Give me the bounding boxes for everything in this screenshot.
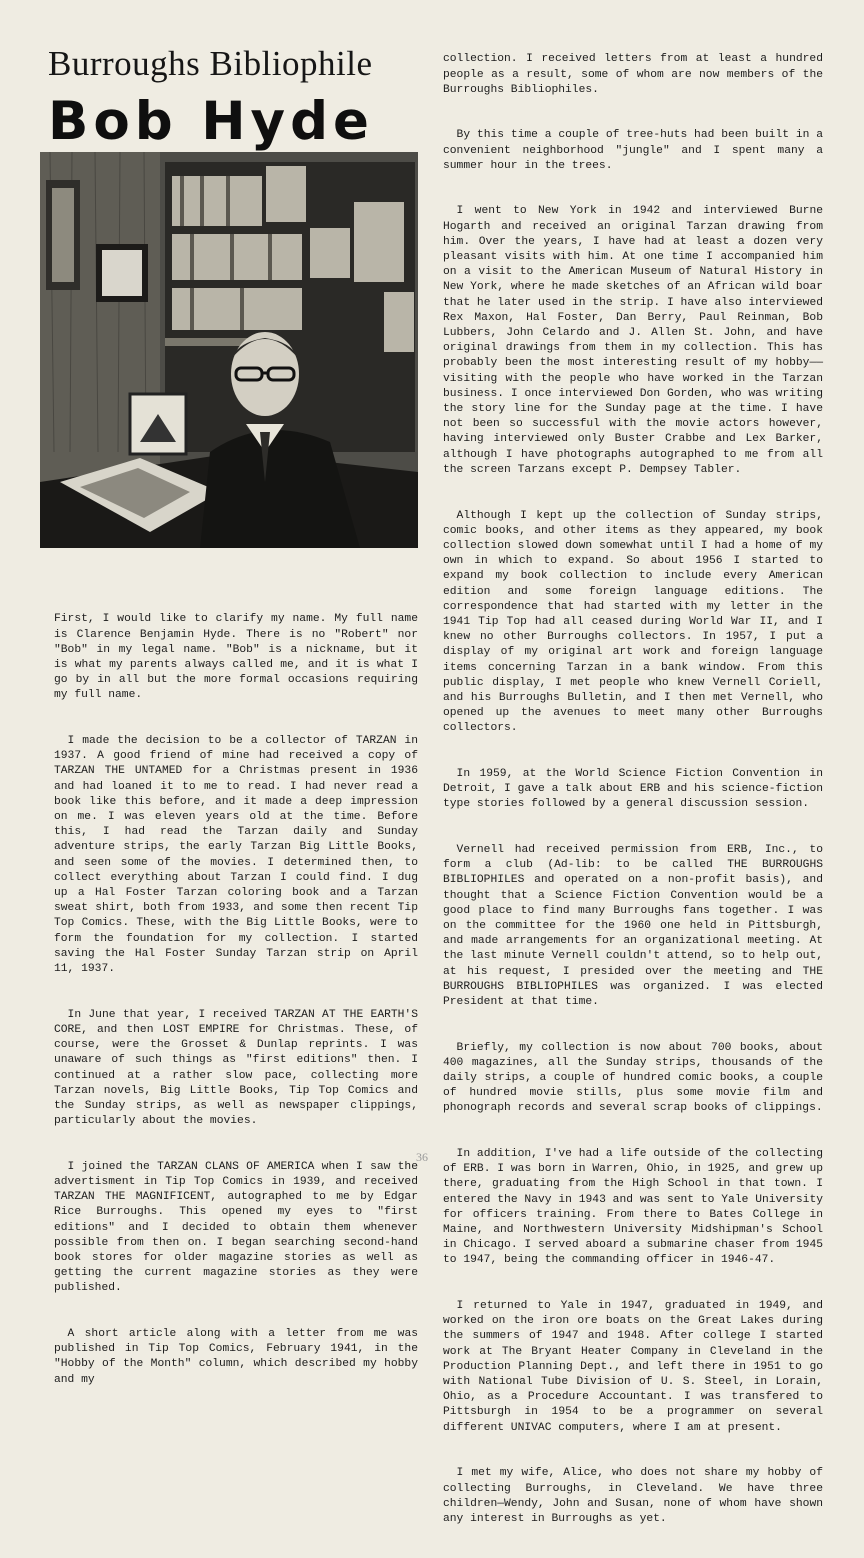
article-series-title: Burroughs Bibliophile [48,44,373,83]
paragraph: I returned to Yale in 1947, graduated in 1949, and worked on the iron ore boats on the Great Lakes during the summers of 1947 and 1948. After college I started work at The Bryant Heater Company in Cleveland in the Production Planning Dept., and left there in 1951 to go with National Tube Division of U. S. Steel, in Lorain, Ohio, as a Procedure Accountant. I was transfered to Pittsburgh in 1954 to be a programmer on several different UNIVAC computers, where I am at present. [443,1300,830,1434]
paragraph: Briefly, my collection is now about 700 books, about 400 magazines, all the Sunday strips, thousands of the daily strips, a couple of hundred comic books, a couple of hundred movie stills, plus some movie film and phonograph records and several scrap books of clippings. [443,1041,830,1115]
left-text-column [54,582,425,1386]
right-text-column [443,22,830,1525]
paragraph: I made the decision to be a collector of TARZAN in 1937. A good friend of mine had received a copy of TARZAN THE UNTAMED for a Christmas present in 1936 and had loaned it to me to read. I had never read a book like this before, and it made a deep impression on me. I was eleven years old at the time. Before this, I had read the Tarzan daily and Sunday adventure strips, the early Tarzan Big Little Books, and seen some of the movies. I determined then, to collect everything about Tarzan I could find. I dug up a Hal Foster Tarzan coloring book and a Tarzan sweat shirt, both from 1933, and some then recent Tip Top Comics. These, with the Big Little Books, were to form the foundation for my collection. I started saving the Hal Foster Sunday Tarzan strip on April 11, 1937. [54,735,425,976]
paragraph: Vernell had received permission from ERB, Inc., to form a club (Ad-lib: to be called THE BURROUGHS BIBLIOPHILES and operated on a non-profit basis), and thought that a Science Fiction Convention would be a good place to find many Burroughs fans together. I was on the committee for the 1960 one held in Pittsburgh, and made arrangements for an organizational meeting. At the last minute Vernell couldn't attend, so to help out, at his request, I presided over the meeting and THE BURROUGHS BIBLIOPHILES was organized. I was elected President at that time. [443,843,830,1008]
paragraph: In addition, I've had a life outside of the collecting of ERB. I was born in Warren, Ohio, in 1925, and grew up there, graduating from the High School in that town. I entered the Navy in 1943 and was sent to Yale University for officers training. From there to Bates College in Maine, and Northwestern University Midshipman's School in Chicago. I served aboard a submarine chaser from 1945 to 1947, being the commanding officer in 1946-47. [443,1148,830,1267]
paragraph: I went to New York in 1942 and interviewed Burne Hogarth and received an original Tarzan drawing from him. Over the years, I have had at least a dozen very pleasant visits with him. At one time I accompanied him on a visit to the American Museum of Natural History in New York, where he made sketches of an African wild boar that he later used in the strip. I have also interviewed Rex Maxon, Hal Foster, Dan Berry, Paul Reinman, Bob Lubbers, John Celardo and J. Allen St. John, and have original drawings from them in my collection. This has probably been the most interesting result of my hobby——visiting with the people who have worked in the Tarzan business. I once interviewed Don Gorden, who was writing the story line for the Sunday page at the time. I have not been so successful with the movie actors however, having interviewed only Buster Crabbe and Lex Barker, although I have photographs autographed to me from all the screen Tarzans except P. Dempsey Tabler. [443,205,830,476]
paragraph: Although I kept up the collection of Sunday strips, comic books, and other items as they appeared, my book collection slowed down somewhat until I had a home of my own in which to expand. So about 1956 I started to expand my book collection to include every American edition and some foreign language editions. The correspondence that had started with my letter in the 1941 Tip Top had all ceased during World War II, and I knew no other Burroughs collectors. In 1957, I put a display of my original art work and foreign language items concerning Tarzan in a bank window. From this public display, I met people who knew Vernell Coriell, and his Burroughs Bulletin, and I then met Vernell, who opened up the avenues to meet many other Burroughs collectors. [443,509,830,735]
paragraph: First, I would like to clarify my name. My full name is Clarence Benjamin Hyde. There is no "Robert" nor "Bob" in my legal name. "Bob" is a nickname, but it is what my parents always called me, and it is what I go by in all but the more formal occasions requiring my full name. [54,613,425,702]
paragraph: In June that year, I received TARZAN AT THE EARTH'S CORE, and then LOST EMPIRE for Christmas. These, of course, were the Grosset & Dunlap reprints. I was unaware of such things as "first editions" then. I continued at a rather slow pace, collecting more Tarzan novels, Big Little Books, Tip Top Comics and the Sunday strips, as well as newspaper clippings, particularly about the movies. [54,1008,425,1128]
paragraph: I joined the TARZAN CLANS OF AMERICA when I saw the advertisment in Tip Top Comics in 1939, and received TARZAN THE MAGNIFICENT, autographed to me by Edgar Rice Burroughs. This opened my eyes to "first editions" and I decided to obtain them whenever possible from then on. I began searching second-hand book stores for older magazine stories as well as getting the current magazine stories as they were published. [54,1160,425,1295]
paragraph: By this time a couple of tree-huts had been built in a convenient neighborhood "jungle" and I spent many a summer hour in the trees. [443,129,830,172]
paragraph: In 1959, at the World Science Fiction Convention in Detroit, I gave a talk about ERB and his science-fiction type stories followed by a general discussion session. [443,767,830,811]
paragraph: collection. I received letters from at least a hundred people as a result, some of whom are now members of the Burroughs Bibliophiles. [443,53,830,96]
page-number: 36 [416,1150,428,1164]
paragraph: I met my wife, Alice, who does not share my hobby of collecting Burroughs, in Cleveland. We have three children—Wendy, John and Susan, none of whom have shown any interest in Burroughs as yet. [443,1467,830,1525]
portrait-photo [40,152,418,548]
article-name-heading: Bob Hyde [48,91,374,152]
paragraph: A short article along with a letter from me was published in Tip Top Comics, February 1941, in the "Hobby of the Month" column, which described my hobby and my [54,1327,425,1386]
